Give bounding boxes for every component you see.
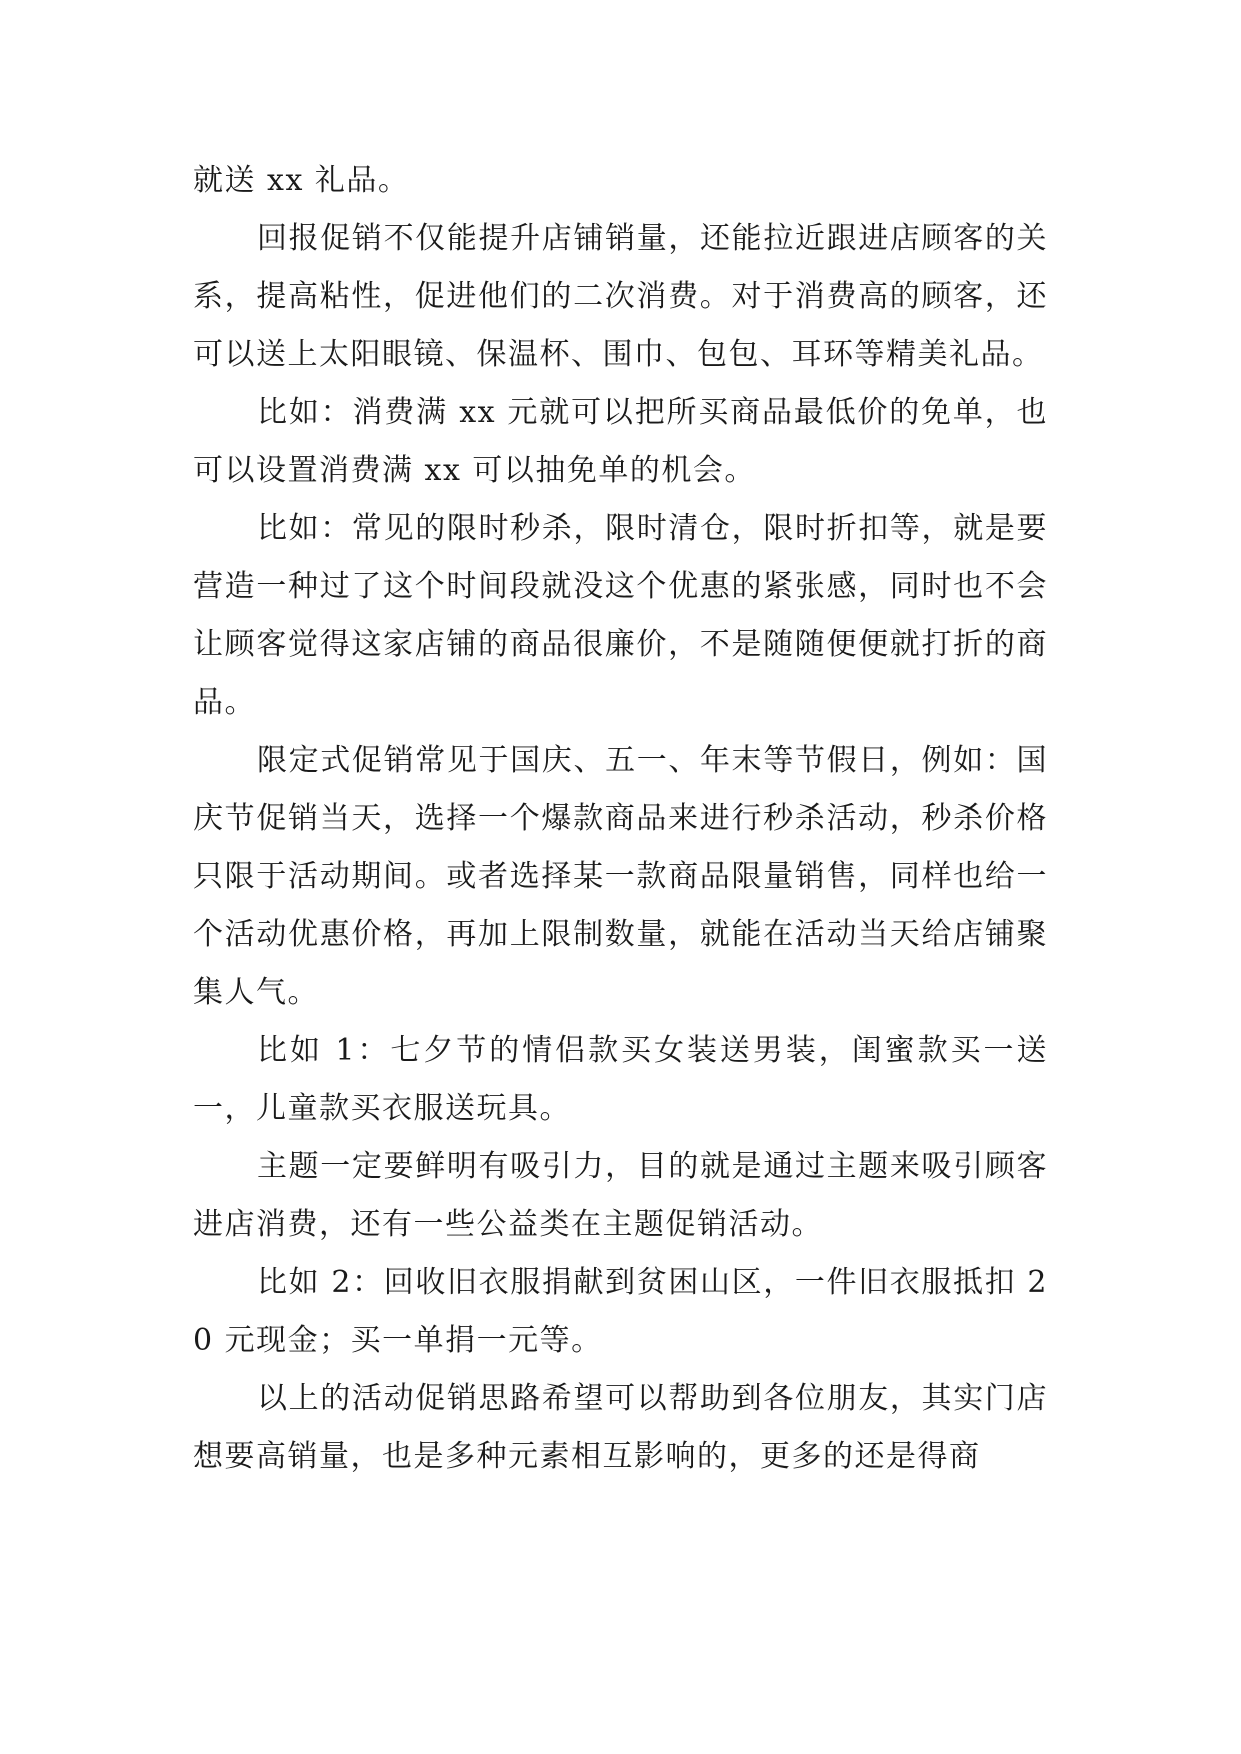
paragraph-example-1: 比如 1：七夕节的情侣款买女装送男装，闺蜜款买一送一，儿童款买衣服送玩具。: [193, 1033, 1048, 1126]
document-page: [193, 152, 1048, 1486]
paragraph-limited-promotion: 限定式促销常见于国庆、五一、年末等节假日，例如：国庆节促销当天，选择一个爆款商品来进行秒杀活动，秒杀价格只限于活动期间。或者选择某一款商品限量销售，同样也给一个活动优惠价格，再加上限制数量，就能在活动当天给店铺聚集人气。: [193, 743, 1048, 1010]
paragraph-example-free-order: 比如：消费满 xx 元就可以把所买商品最低价的免单，也可以设置消费满 xx 可以抽免单的机会。: [193, 395, 1048, 488]
paragraph-continuation: 就送 xx 礼品。: [193, 163, 410, 198]
paragraph-example-flash-sale: 比如：常见的限时秒杀，限时清仓，限时折扣等，就是要营造一种过了这个时间段就没这个优惠的紧张感，同时也不会让顾客觉得这家店铺的商品很廉价，不是随随便便就打折的商品。: [193, 511, 1048, 720]
paragraph-conclusion: 以上的活动促销思路希望可以帮助到各位朋友，其实门店想要高销量，也是多种元素相互影响的，更多的还是得商: [193, 1381, 1048, 1474]
paragraph-reward-promotion: 回报促销不仅能提升店铺销量，还能拉近跟进店顾客的关系，提高粘性，促进他们的二次消费。对于消费高的顾客，还可以送上太阳眼镜、保温杯、围巾、包包、耳环等精美礼品。: [193, 221, 1048, 372]
paragraph-theme-promotion: 主题一定要鲜明有吸引力，目的就是通过主题来吸引顾客进店消费，还有一些公益类在主题促销活动。: [193, 1149, 1048, 1242]
paragraph-example-2: 比如 2：回收旧衣服捐献到贫困山区，一件旧衣服抵扣 20 元现金；买一单捐一元等。: [193, 1265, 1048, 1358]
